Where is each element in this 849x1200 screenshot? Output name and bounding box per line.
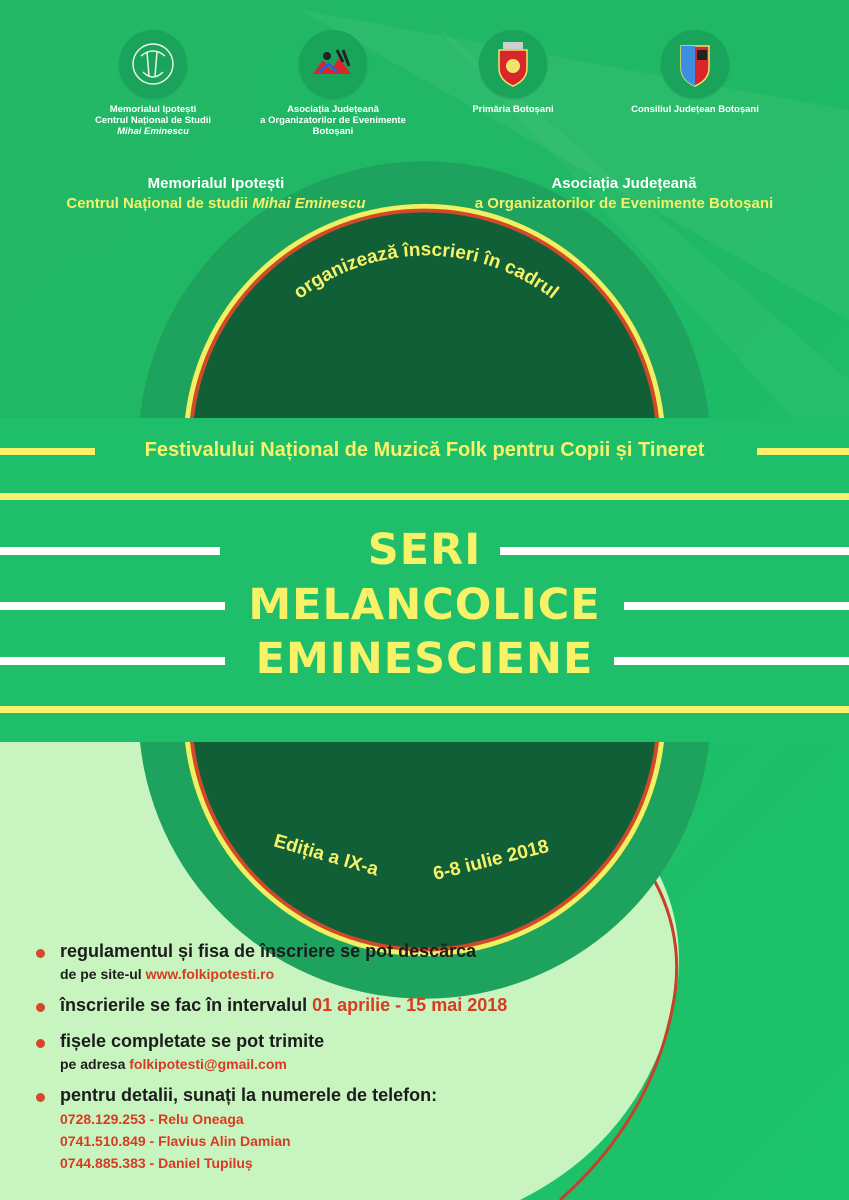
info-send: fișele completate se pot trimite	[60, 1031, 325, 1051]
bullet-dot	[36, 1093, 45, 1102]
site-link[interactable]: www.folkipotesti.ro	[145, 966, 275, 982]
organizer-right: Asociația Județeană a Organizatorilor de Evenimente Botoșani	[474, 175, 774, 212]
organizer-left: Memorialul Ipotești Centrul Național de studii Mihai Eminescu	[66, 175, 366, 212]
memorial-ipotesti-logo-icon	[119, 30, 187, 98]
info-email-line: pe adresa folkipotesti@gmail.com	[60, 1056, 287, 1072]
yellow-stripe-bottom	[0, 706, 849, 713]
consiliul-coat-of-arms-icon	[661, 30, 729, 98]
phone-list	[60, 1108, 291, 1174]
asociatie-logo-icon	[299, 30, 367, 98]
phone-item[interactable]: 0728.129.253 - Relu Oneaga	[60, 1111, 244, 1127]
info-period: înscrierile se fac în intervalul 01 aprilie - 15 mai 2018	[60, 995, 508, 1015]
dates-label: 6-8 iulie 2018	[431, 836, 551, 886]
logo-caption-asociatie: Asociația Județeană a Organizatorilor de Evenimente Botoșani	[260, 104, 406, 137]
info-phones-title: pentru detalii, sunați la numerele de telefon:	[60, 1085, 438, 1105]
title-line-3: EMINESCIENE	[255, 634, 594, 684]
yellow-stripe	[0, 493, 849, 500]
phone-item[interactable]: 0744.885.383 - Daniel Tupiluș	[60, 1155, 253, 1171]
logo-caption-consiliul: Consiliul Județean Botoșani	[631, 104, 759, 115]
info-site-line: de pe site-ul www.folkipotesti.ro	[60, 966, 275, 982]
festival-name: Festivalului Național de Muzică Folk pentru Copii și Tineret	[144, 439, 705, 461]
bullet-dot	[36, 1003, 45, 1012]
email-link[interactable]: folkipotesti@gmail.com	[129, 1056, 287, 1072]
logo-caption-primaria: Primăria Botoșani	[472, 104, 554, 115]
phone-item[interactable]: 0741.510.849 - Flavius Alin Damian	[60, 1133, 291, 1149]
info-download: regulamentul și fisa de înscriere se pot descărca	[60, 941, 477, 961]
title-line-2: MELANCOLICE	[248, 580, 601, 630]
bullet-dot	[36, 1039, 45, 1048]
logo-caption-memorial: Memorialul Ipotești Centrul Național de Studii Mihai Eminescu	[94, 104, 212, 137]
bullet-dot	[36, 949, 45, 958]
arc-top-text: organizează înscrieri în cadrul	[289, 239, 563, 304]
edition-label: Ediția a IX-a	[271, 830, 381, 881]
title-line-1: SERI	[367, 525, 482, 575]
primaria-coat-of-arms-icon	[479, 30, 547, 98]
